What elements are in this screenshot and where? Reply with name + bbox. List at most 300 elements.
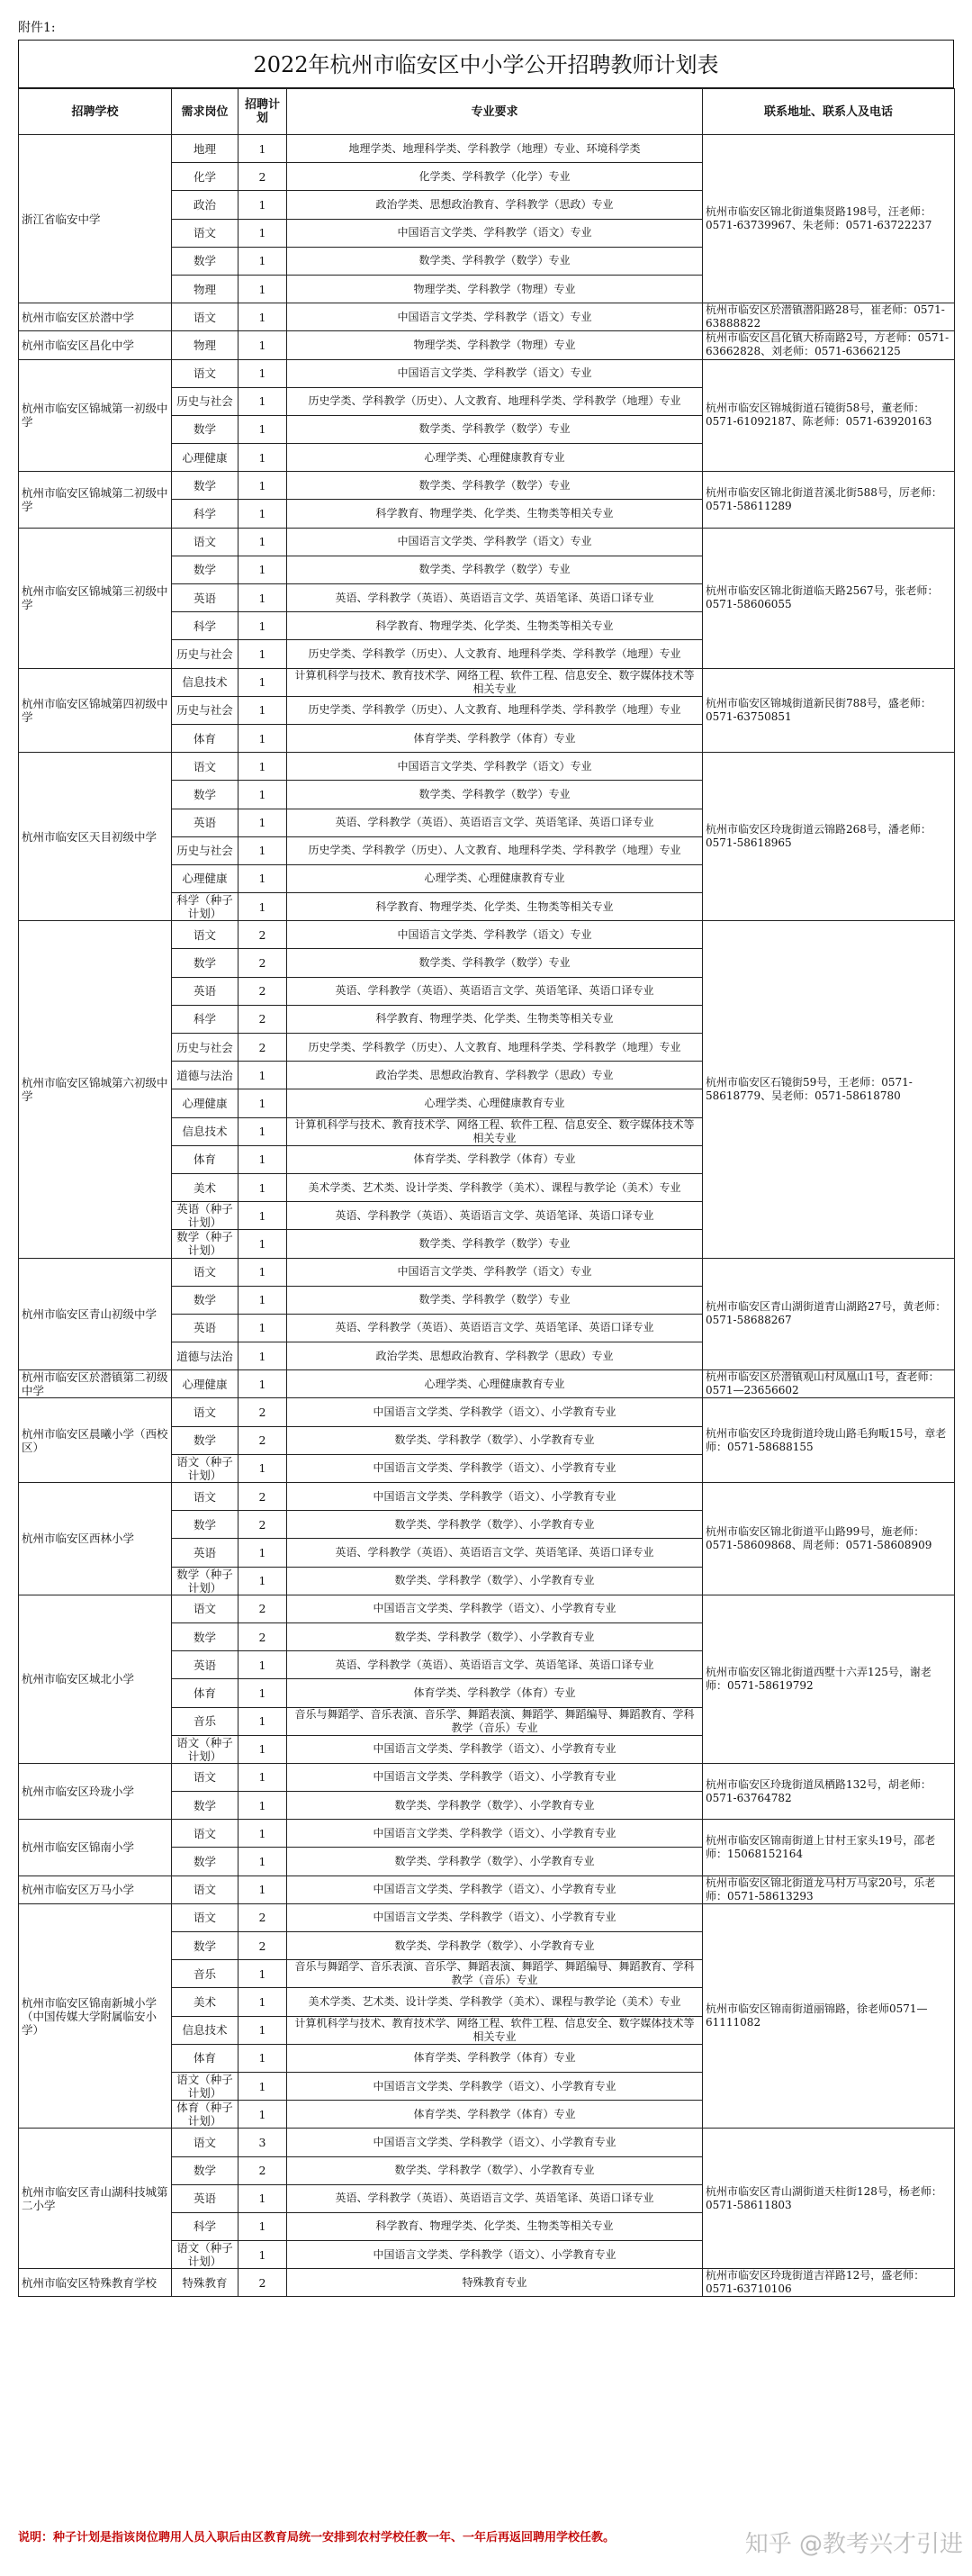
post-cell: 语文 — [172, 753, 238, 781]
requirement-cell: 数学类、学科教学（数学）专业 — [287, 949, 703, 977]
footnote: 说明：种子计划是指该岗位聘用人员入职后由区教育局统一安排到农村学校任教一年、一年后再返回聘用学校任教。 — [18, 2531, 616, 2544]
post-cell: 科学 — [172, 1005, 238, 1033]
school-name: 杭州市临安区天目初级中学 — [19, 753, 172, 921]
school-name: 杭州市临安区锦城第三初级中学 — [19, 528, 172, 668]
plan-cell: 1 — [238, 1848, 287, 1876]
requirement-cell: 中国语言文学类、学科教学（语文）专业 — [287, 921, 703, 949]
table-row — [19, 135, 955, 163]
post-cell: 心理健康 — [172, 864, 238, 892]
requirement-cell: 中国语言文学类、学科教学（语文）专业 — [287, 303, 703, 331]
plan-cell: 1 — [238, 1454, 287, 1482]
requirement-cell: 体育学类、学科教学（体育）专业 — [287, 1145, 703, 1173]
table-row — [19, 303, 955, 331]
plan-cell: 1 — [238, 135, 287, 163]
plan-cell: 1 — [238, 668, 287, 696]
plan-cell: 1 — [238, 1258, 287, 1286]
post-cell: 语文 — [172, 921, 238, 949]
plan-cell: 1 — [238, 444, 287, 472]
requirement-cell: 物理学类、学科教学（物理）专业 — [287, 275, 703, 303]
post-cell: 历史与社会 — [172, 387, 238, 415]
post-cell: 音乐 — [172, 1960, 238, 1988]
requirement-cell: 历史学类、学科教学（历史）、人文教育、地理科学类、学科教学（地理）专业 — [287, 1034, 703, 1062]
post-cell: 历史与社会 — [172, 1034, 238, 1062]
post-cell: 语文 — [172, 1595, 238, 1622]
requirement-cell: 体育学类、学科教学（体育）专业 — [287, 2044, 703, 2072]
requirement-cell: 历史学类、学科教学（历史）、人文教育、地理科学类、学科教学（地理）专业 — [287, 387, 703, 415]
post-cell: 科学（种子计划） — [172, 893, 238, 921]
table-row — [19, 331, 955, 359]
requirement-cell: 英语、学科教学（英语）、英语语言文学、英语笔译、英语口译专业 — [287, 1202, 703, 1230]
plan-cell: 1 — [238, 584, 287, 612]
requirement-cell: 数学类、学科教学（数学）、小学教育专业 — [287, 1426, 703, 1454]
post-cell: 历史与社会 — [172, 640, 238, 668]
requirement-cell: 化学类、学科教学（化学）专业 — [287, 163, 703, 191]
post-cell: 历史与社会 — [172, 696, 238, 724]
requirement-cell: 科学教育、物理学类、化学类、生物类等相关专业 — [287, 1005, 703, 1033]
contact-cell: 杭州市临安区锦北街道龙马村万马家20号，乐老师：0571-58613293 — [703, 1876, 955, 1903]
requirement-cell: 中国语言文学类、学科教学（语文）专业 — [287, 359, 703, 387]
requirement-cell: 心理学类、心理健康教育专业 — [287, 864, 703, 892]
post-cell: 体育 — [172, 1145, 238, 1173]
requirement-cell: 中国语言文学类、学科教学（语文）专业 — [287, 753, 703, 781]
plan-cell: 1 — [238, 1876, 287, 1903]
requirement-cell: 体育学类、学科教学（体育）专业 — [287, 1679, 703, 1707]
post-cell: 体育（种子计划） — [172, 2101, 238, 2129]
post-cell: 科学 — [172, 2212, 238, 2240]
contact-cell: 杭州市临安区昌化镇大桥南路2号，方老师：0571-63662828、刘老师：0571-63662125 — [703, 331, 955, 359]
plan-cell: 1 — [238, 2241, 287, 2269]
plan-cell: 1 — [238, 1314, 287, 1342]
post-cell: 数学 — [172, 472, 238, 500]
requirement-cell: 体育学类、学科教学（体育）专业 — [287, 724, 703, 752]
contact-cell: 杭州市临安区锦北街道平山路99号，施老师：0571-58609868、周老师：0571-58608909 — [703, 1483, 955, 1595]
plan-cell: 1 — [238, 1202, 287, 1230]
requirement-cell: 数学类、学科教学（数学）、小学教育专业 — [287, 1567, 703, 1595]
requirement-cell: 美术学类、艺术类、设计学类、学科教学（美术）、课程与教学论（美术）专业 — [287, 1173, 703, 1201]
table-row — [19, 528, 955, 556]
requirement-cell: 数学类、学科教学（数学）、小学教育专业 — [287, 1511, 703, 1539]
requirement-cell: 历史学类、学科教学（历史）、人文教育、地理科学类、学科教学（地理）专业 — [287, 836, 703, 864]
post-cell: 心理健康 — [172, 1089, 238, 1117]
post-cell: 数学 — [172, 2156, 238, 2184]
plan-cell: 1 — [238, 696, 287, 724]
table-header-row — [19, 89, 955, 135]
requirement-cell: 数学类、学科教学（数学）专业 — [287, 781, 703, 809]
plan-cell: 1 — [238, 1089, 287, 1117]
table-row — [19, 753, 955, 781]
school-name: 杭州市临安区锦城第四初级中学 — [19, 668, 172, 753]
school-name: 杭州市临安区於潜中学 — [19, 303, 172, 331]
requirement-cell: 计算机科学与技术、教育技术学、网络工程、软件工程、信息安全、数字媒体技术等相关专业 — [287, 2016, 703, 2044]
plan-cell: 2 — [238, 921, 287, 949]
table-row — [19, 1398, 955, 1426]
requirement-cell: 数学类、学科教学（数学）专业 — [287, 415, 703, 443]
requirement-cell: 英语、学科教学（英语）、英语语言文学、英语笔译、英语口译专业 — [287, 2184, 703, 2212]
plan-cell: 1 — [238, 893, 287, 921]
plan-cell: 1 — [238, 1062, 287, 1089]
requirement-cell: 英语、学科教学（英语）、英语语言文学、英语笔译、英语口译专业 — [287, 584, 703, 612]
requirement-cell: 英语、学科教学（英语）、英语语言文学、英语笔译、英语口译专业 — [287, 809, 703, 836]
requirement-cell: 科学教育、物理学类、化学类、生物类等相关专业 — [287, 2212, 703, 2240]
recruitment-table — [18, 88, 955, 2297]
post-cell: 数学 — [172, 1286, 238, 1314]
plan-cell: 1 — [238, 1651, 287, 1679]
contact-cell: 杭州市临安区锦南街道上甘村王家头19号，邵老师：15068152164 — [703, 1820, 955, 1876]
plan-cell: 1 — [238, 219, 287, 247]
contact-cell: 杭州市临安区玲珑街道凤栖路132号，胡老师：0571-63764782 — [703, 1763, 955, 1819]
requirement-cell: 数学类、学科教学（数学）、小学教育专业 — [287, 1622, 703, 1650]
header-school: 招聘学校 — [19, 89, 172, 135]
plan-cell: 1 — [238, 1820, 287, 1848]
requirement-cell: 政治学类、思想政治教育、学科教学（思政）专业 — [287, 1062, 703, 1089]
plan-cell: 1 — [238, 640, 287, 668]
requirement-cell: 中国语言文学类、学科教学（语文）专业 — [287, 219, 703, 247]
plan-cell: 1 — [238, 1286, 287, 1314]
school-name: 杭州市临安区锦城第二初级中学 — [19, 472, 172, 528]
requirement-cell: 中国语言文学类、学科教学（语文）、小学教育专业 — [287, 2129, 703, 2156]
plan-cell: 1 — [238, 528, 287, 556]
plan-cell: 1 — [238, 1763, 287, 1791]
plan-cell: 2 — [238, 1622, 287, 1650]
plan-cell: 1 — [238, 836, 287, 864]
table-row — [19, 2129, 955, 2156]
requirement-cell: 数学类、学科教学（数学）、小学教育专业 — [287, 2156, 703, 2184]
post-cell: 语文 — [172, 1258, 238, 1286]
post-cell: 语文 — [172, 303, 238, 331]
requirement-cell: 地理学类、地理科学类、学科教学（地理）专业、环境科学类 — [287, 135, 703, 163]
requirement-cell: 中国语言文学类、学科教学（语文）、小学教育专业 — [287, 1398, 703, 1426]
requirement-cell: 美术学类、艺术类、设计学类、学科教学（美术）、课程与教学论（美术）专业 — [287, 1988, 703, 2016]
requirement-cell: 中国语言文学类、学科教学（语文）、小学教育专业 — [287, 1735, 703, 1763]
school-name: 杭州市临安区城北小学 — [19, 1595, 172, 1763]
plan-cell: 2 — [238, 2269, 287, 2297]
plan-cell: 1 — [238, 472, 287, 500]
plan-cell: 1 — [238, 781, 287, 809]
post-cell: 数学 — [172, 781, 238, 809]
requirement-cell: 计算机科学与技术、教育技术学、网络工程、软件工程、信息安全、数字媒体技术等相关专业 — [287, 1117, 703, 1145]
table-row — [19, 1370, 955, 1398]
post-cell: 美术 — [172, 1173, 238, 1201]
header-contact: 联系地址、联系人及电话 — [703, 89, 955, 135]
post-cell: 道德与法治 — [172, 1342, 238, 1370]
table-row — [19, 1258, 955, 1286]
plan-cell: 1 — [238, 2212, 287, 2240]
school-name: 杭州市临安区西林小学 — [19, 1483, 172, 1595]
post-cell: 数学 — [172, 1932, 238, 1960]
contact-cell: 杭州市临安区锦北街道集贤路198号，汪老师：0571-63739967、朱老师：0571-63722237 — [703, 135, 955, 303]
plan-cell: 1 — [238, 2101, 287, 2129]
post-cell: 政治 — [172, 191, 238, 219]
plan-cell: 1 — [238, 1173, 287, 1201]
header-requirement: 专业要求 — [287, 89, 703, 135]
requirement-cell: 科学教育、物理学类、化学类、生物类等相关专业 — [287, 612, 703, 640]
post-cell: 英语 — [172, 809, 238, 836]
contact-cell: 杭州市临安区青山湖街道天柱街128号，杨老师：0571-58611803 — [703, 2129, 955, 2269]
contact-cell: 杭州市临安区於潜镇潜阳路28号，崔老师：0571-63888822 — [703, 303, 955, 331]
plan-cell: 1 — [238, 612, 287, 640]
plan-cell: 1 — [238, 1370, 287, 1398]
post-cell: 数学 — [172, 1792, 238, 1820]
post-cell: 语文 — [172, 1763, 238, 1791]
post-cell: 英语 — [172, 1539, 238, 1567]
requirement-cell: 中国语言文学类、学科教学（语文）专业 — [287, 528, 703, 556]
requirement-cell: 物理学类、学科教学（物理）专业 — [287, 331, 703, 359]
plan-cell: 1 — [238, 247, 287, 275]
plan-cell: 1 — [238, 1145, 287, 1173]
plan-cell: 2 — [238, 1483, 287, 1511]
requirement-cell: 数学类、学科教学（数学）、小学教育专业 — [287, 1792, 703, 1820]
requirement-cell: 数学类、学科教学（数学）专业 — [287, 1286, 703, 1314]
school-name: 杭州市临安区锦南小学 — [19, 1820, 172, 1876]
requirement-cell: 中国语言文学类、学科教学（语文）、小学教育专业 — [287, 1483, 703, 1511]
plan-cell: 2 — [238, 1034, 287, 1062]
post-cell: 英语 — [172, 977, 238, 1005]
plan-cell: 2 — [238, 2156, 287, 2184]
post-cell: 数学 — [172, 556, 238, 583]
plan-cell: 1 — [238, 2016, 287, 2044]
contact-cell: 杭州市临安区锦北街道苕溪北街588号，厉老师：0571-58611289 — [703, 472, 955, 528]
requirement-cell: 中国语言文学类、学科教学（语文）、小学教育专业 — [287, 2072, 703, 2100]
requirement-cell: 中国语言文学类、学科教学（语文）、小学教育专业 — [287, 1903, 703, 1931]
post-cell: 道德与法治 — [172, 1062, 238, 1089]
post-cell: 数学 — [172, 949, 238, 977]
post-cell: 科学 — [172, 500, 238, 528]
post-cell: 数学 — [172, 1622, 238, 1650]
school-name: 杭州市临安区玲珑小学 — [19, 1763, 172, 1819]
requirement-cell: 科学教育、物理学类、化学类、生物类等相关专业 — [287, 893, 703, 921]
post-cell: 地理 — [172, 135, 238, 163]
table-row — [19, 921, 955, 949]
contact-cell: 杭州市临安区青山湖街道青山湖路27号，黄老师：0571-58688267 — [703, 1258, 955, 1370]
post-cell: 体育 — [172, 2044, 238, 2072]
requirement-cell: 中国语言文学类、学科教学（语文）、小学教育专业 — [287, 1595, 703, 1622]
plan-cell: 1 — [238, 387, 287, 415]
contact-cell: 杭州市临安区锦城街道新民街788号，盛老师：0571-63750851 — [703, 668, 955, 753]
post-cell: 语文（种子计划） — [172, 1454, 238, 1482]
post-cell: 英语 — [172, 584, 238, 612]
requirement-cell: 计算机科学与技术、教育技术学、网络工程、软件工程、信息安全、数字媒体技术等相关专业 — [287, 668, 703, 696]
requirement-cell: 体育学类、学科教学（体育）专业 — [287, 2101, 703, 2129]
plan-cell: 2 — [238, 1903, 287, 1931]
plan-cell: 1 — [238, 1792, 287, 1820]
table-row — [19, 1903, 955, 1931]
post-cell: 英语 — [172, 1651, 238, 1679]
post-cell: 语文（种子计划） — [172, 1735, 238, 1763]
plan-cell: 2 — [238, 949, 287, 977]
requirement-cell: 数学类、学科教学（数学）专业 — [287, 556, 703, 583]
table-row — [19, 359, 955, 387]
post-cell: 英语 — [172, 1314, 238, 1342]
plan-cell: 1 — [238, 359, 287, 387]
plan-cell: 1 — [238, 1960, 287, 1988]
plan-cell: 1 — [238, 864, 287, 892]
requirement-cell: 数学类、学科教学（数学）、小学教育专业 — [287, 1848, 703, 1876]
requirement-cell: 中国语言文学类、学科教学（语文）、小学教育专业 — [287, 2241, 703, 2269]
school-name: 杭州市临安区万马小学 — [19, 1876, 172, 1903]
requirement-cell: 中国语言文学类、学科教学（语文）、小学教育专业 — [287, 1454, 703, 1482]
post-cell: 物理 — [172, 275, 238, 303]
header-plan: 招聘计划 — [238, 89, 287, 135]
post-cell: 心理健康 — [172, 1370, 238, 1398]
requirement-cell: 中国语言文学类、学科教学（语文）、小学教育专业 — [287, 1820, 703, 1848]
school-name: 杭州市临安区锦城第一初级中学 — [19, 359, 172, 472]
requirement-cell: 中国语言文学类、学科教学（语文）、小学教育专业 — [287, 1876, 703, 1903]
school-name: 杭州市临安区特殊教育学校 — [19, 2269, 172, 2297]
contact-cell: 杭州市临安区於潜镇观山村凤凰山1号，査老师：0571—23656602 — [703, 1370, 955, 1398]
table-row — [19, 668, 955, 696]
requirement-cell: 历史学类、学科教学（历史）、人文教育、地理科学类、学科教学（地理）专业 — [287, 696, 703, 724]
table-row — [19, 2269, 955, 2297]
requirement-cell: 历史学类、学科教学（历史）、人文教育、地理科学类、学科教学（地理）专业 — [287, 640, 703, 668]
requirement-cell: 政治学类、思想政治教育、学科教学（思政）专业 — [287, 1342, 703, 1370]
plan-cell: 1 — [238, 1735, 287, 1763]
post-cell: 数学 — [172, 1848, 238, 1876]
requirement-cell: 英语、学科教学（英语）、英语语言文学、英语笔译、英语口译专业 — [287, 1539, 703, 1567]
post-cell: 物理 — [172, 331, 238, 359]
school-name: 浙江省临安中学 — [19, 135, 172, 303]
post-cell: 化学 — [172, 163, 238, 191]
plan-cell: 1 — [238, 1342, 287, 1370]
requirement-cell: 特殊教育专业 — [287, 2269, 703, 2297]
requirement-cell: 英语、学科教学（英语）、英语语言文学、英语笔译、英语口译专业 — [287, 1651, 703, 1679]
post-cell: 语文 — [172, 1820, 238, 1848]
school-name: 杭州市临安区青山湖科技城第二小学 — [19, 2129, 172, 2269]
plan-cell: 1 — [238, 2184, 287, 2212]
school-name: 杭州市临安区锦南新城小学（中国传媒大学附属临安小学） — [19, 1903, 172, 2129]
table-row — [19, 1763, 955, 1791]
post-cell: 数学（种子计划） — [172, 1230, 238, 1258]
plan-cell: 2 — [238, 1511, 287, 1539]
post-cell: 体育 — [172, 724, 238, 752]
requirement-cell: 心理学类、心理健康教育专业 — [287, 444, 703, 472]
page-title: 2022年杭州市临安区中小学公开招聘教师计划表 — [18, 40, 954, 88]
plan-cell: 1 — [238, 1567, 287, 1595]
post-cell: 语文 — [172, 2129, 238, 2156]
plan-cell: 1 — [238, 1707, 287, 1735]
post-cell: 美术 — [172, 1988, 238, 2016]
plan-cell: 1 — [238, 303, 287, 331]
plan-cell: 1 — [238, 809, 287, 836]
plan-cell: 1 — [238, 415, 287, 443]
header-post: 需求岗位 — [172, 89, 238, 135]
requirement-cell: 科学教育、物理学类、化学类、生物类等相关专业 — [287, 500, 703, 528]
requirement-cell: 音乐与舞蹈学、音乐表演、音乐学、舞蹈表演、舞蹈学、舞蹈编导、舞蹈教育、学科教学（音乐）专业 — [287, 1960, 703, 1988]
contact-cell: 杭州市临安区锦北街道临天路2567号，张老师：0571-58606055 — [703, 528, 955, 668]
table-row — [19, 1820, 955, 1848]
plan-cell: 2 — [238, 1398, 287, 1426]
plan-cell: 1 — [238, 1679, 287, 1707]
post-cell: 体育 — [172, 1679, 238, 1707]
contact-cell: 杭州市临安区石镜街59号，王老师：0571-58618779、吴老师：0571-58618780 — [703, 921, 955, 1258]
contact-cell: 杭州市临安区锦城街道石镜街58号，董老师：0571-61092187、陈老师：0571-63920163 — [703, 359, 955, 472]
contact-cell: 杭州市临安区玲珑街道吉祥路12号，盛老师：0571-63710106 — [703, 2269, 955, 2297]
plan-cell: 1 — [238, 1539, 287, 1567]
post-cell: 语文 — [172, 528, 238, 556]
requirement-cell: 音乐与舞蹈学、音乐表演、音乐学、舞蹈表演、舞蹈学、舞蹈编导、舞蹈教育、学科教学（音乐）专业 — [287, 1707, 703, 1735]
requirement-cell: 数学类、学科教学（数学）专业 — [287, 1230, 703, 1258]
attachment-label: 附件1: — [18, 21, 56, 35]
plan-cell: 2 — [238, 1932, 287, 1960]
post-cell: 语文 — [172, 219, 238, 247]
plan-cell: 2 — [238, 1005, 287, 1033]
post-cell: 心理健康 — [172, 444, 238, 472]
table-row — [19, 1595, 955, 1622]
school-name: 杭州市临安区昌化中学 — [19, 331, 172, 359]
contact-cell: 杭州市临安区玲珑街道云锦路268号，潘老师：0571-58618965 — [703, 753, 955, 921]
post-cell: 语文（种子计划） — [172, 2241, 238, 2269]
post-cell: 语文 — [172, 1398, 238, 1426]
plan-cell: 2 — [238, 1595, 287, 1622]
school-name: 杭州市临安区於潜镇第二初级中学 — [19, 1370, 172, 1398]
table-row — [19, 1483, 955, 1511]
post-cell: 数学 — [172, 415, 238, 443]
requirement-cell: 数学类、学科教学（数学）专业 — [287, 472, 703, 500]
plan-cell: 1 — [238, 724, 287, 752]
contact-cell: 杭州市临安区锦北街道西墅十六弄125号，谢老师：0571-58619792 — [703, 1595, 955, 1763]
post-cell: 信息技术 — [172, 1117, 238, 1145]
post-cell: 语文 — [172, 359, 238, 387]
contact-cell: 杭州市临安区玲珑街道玲珑山路毛狗畈15号，章老师：0571-58688155 — [703, 1398, 955, 1483]
plan-cell: 1 — [238, 2072, 287, 2100]
requirement-cell: 心理学类、心理健康教育专业 — [287, 1089, 703, 1117]
post-cell: 数学 — [172, 247, 238, 275]
post-cell: 英语 — [172, 2184, 238, 2212]
plan-cell: 1 — [238, 500, 287, 528]
plan-cell: 1 — [238, 1230, 287, 1258]
plan-cell: 1 — [238, 275, 287, 303]
table-row — [19, 1876, 955, 1903]
post-cell: 数学（种子计划） — [172, 1567, 238, 1595]
requirement-cell: 英语、学科教学（英语）、英语语言文学、英语笔译、英语口译专业 — [287, 1314, 703, 1342]
school-name: 杭州市临安区晨曦小学（西校区） — [19, 1398, 172, 1483]
school-name: 杭州市临安区锦城第六初级中学 — [19, 921, 172, 1258]
post-cell: 信息技术 — [172, 2016, 238, 2044]
plan-cell: 1 — [238, 753, 287, 781]
plan-cell: 1 — [238, 1988, 287, 2016]
plan-cell: 1 — [238, 191, 287, 219]
post-cell: 历史与社会 — [172, 836, 238, 864]
requirement-cell: 中国语言文学类、学科教学（语文）、小学教育专业 — [287, 1763, 703, 1791]
requirement-cell: 政治学类、思想政治教育、学科教学（思政）专业 — [287, 191, 703, 219]
post-cell: 语文（种子计划） — [172, 2072, 238, 2100]
school-name: 杭州市临安区青山初级中学 — [19, 1258, 172, 1370]
plan-cell: 1 — [238, 1117, 287, 1145]
post-cell: 科学 — [172, 612, 238, 640]
post-cell: 数学 — [172, 1511, 238, 1539]
post-cell: 语文 — [172, 1483, 238, 1511]
post-cell: 数学 — [172, 1426, 238, 1454]
requirement-cell: 数学类、学科教学（数学）、小学教育专业 — [287, 1932, 703, 1960]
post-cell: 英语（种子计划） — [172, 1202, 238, 1230]
post-cell: 信息技术 — [172, 668, 238, 696]
plan-cell: 1 — [238, 331, 287, 359]
contact-cell: 杭州市临安区锦南街道丽锦路，徐老师0571—61111082 — [703, 1903, 955, 2129]
plan-cell: 2 — [238, 977, 287, 1005]
table-row — [19, 472, 955, 500]
requirement-cell: 心理学类、心理健康教育专业 — [287, 1370, 703, 1398]
plan-cell: 3 — [238, 2129, 287, 2156]
requirement-cell: 中国语言文学类、学科教学（语文）专业 — [287, 1258, 703, 1286]
plan-cell: 1 — [238, 2044, 287, 2072]
plan-cell: 2 — [238, 163, 287, 191]
post-cell: 语文 — [172, 1903, 238, 1931]
requirement-cell: 英语、学科教学（英语）、英语语言文学、英语笔译、英语口译专业 — [287, 977, 703, 1005]
plan-cell: 2 — [238, 1426, 287, 1454]
post-cell: 音乐 — [172, 1707, 238, 1735]
watermark: 知乎 @教考兴才引进 — [744, 2531, 963, 2558]
plan-cell: 1 — [238, 556, 287, 583]
requirement-cell: 数学类、学科教学（数学）专业 — [287, 247, 703, 275]
